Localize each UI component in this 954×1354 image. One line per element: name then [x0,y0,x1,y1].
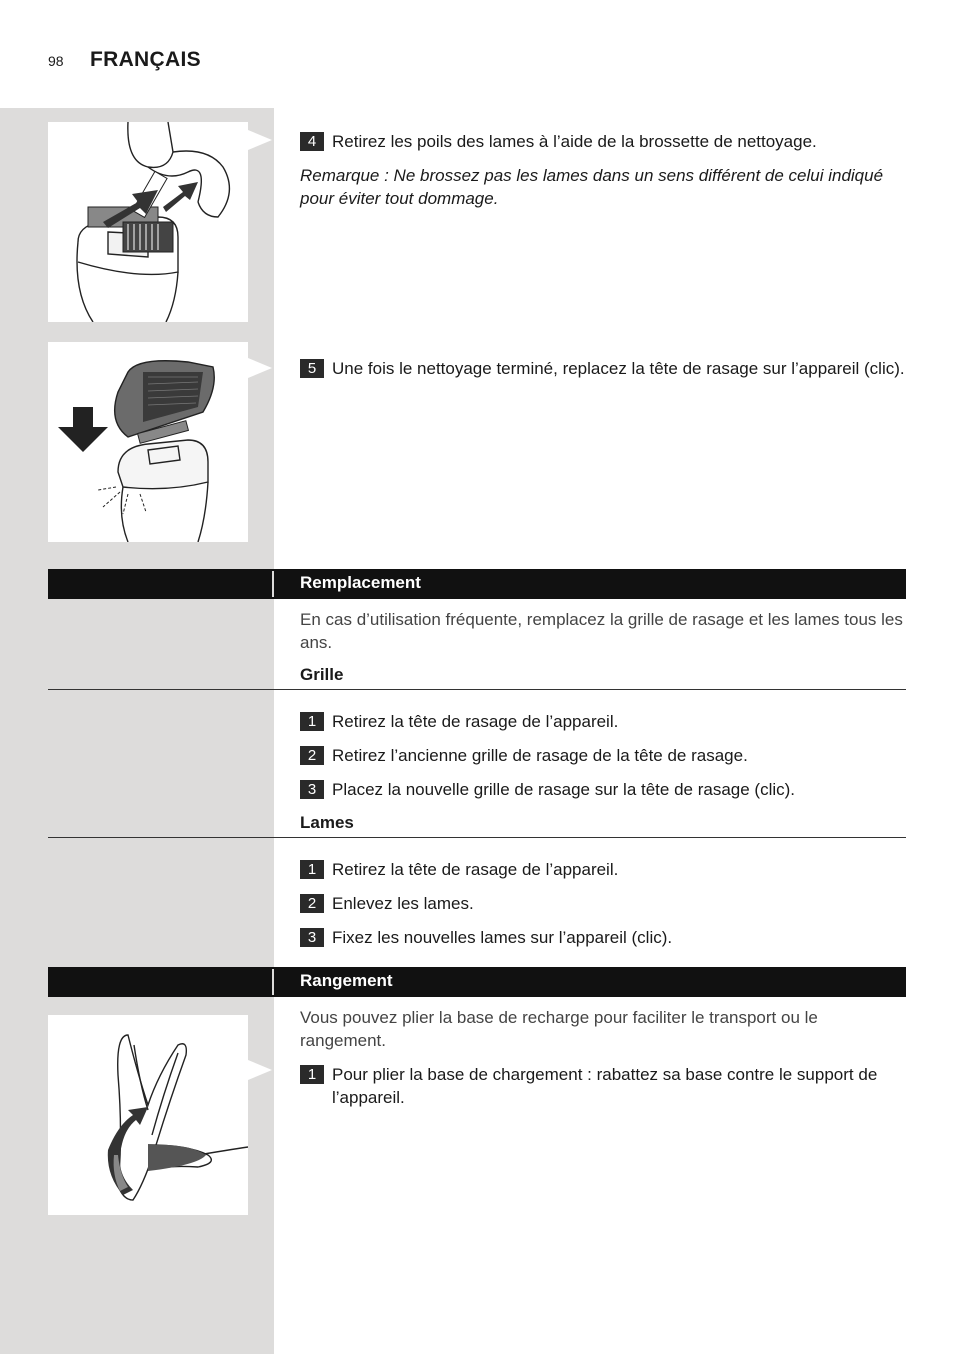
divider [48,837,906,838]
illustration-brush-cutters [48,122,248,322]
lames-step-1 [300,858,906,881]
storage-intro: Vous pouvez plier la base de recharge pour faciliter le transport ou le rangement. [300,1008,818,1050]
figure-pointer [248,130,272,150]
step-text: Retirez l’ancienne grille de rasage de la tête de rasage. [332,746,748,765]
figure-pointer [248,1060,272,1080]
page-number: 98 [48,53,64,69]
subsection-title-grille: Grille [300,665,344,684]
step-text: Placez la nouvelle grille de rasage sur la tête de rasage (clic). [332,780,796,799]
cleaning-note: Remarque : Ne brossez pas les lames dans un sens différent de celui indiqué pour éviter tout dommage. [300,166,884,208]
step-text: Pour plier la base de chargement : rabattez sa base contre le support de l’appareil. [332,1065,878,1107]
step-number: 4 [300,132,324,151]
illustration-reattach-head [48,342,248,542]
step-number: 5 [300,359,324,378]
step-text: Fixez les nouvelles lames sur l’appareil (clic). [332,928,673,947]
step-text: Enlevez les lames. [332,894,474,913]
step-text: Une fois le nettoyage terminé, replacez la tête de rasage sur l’appareil (clic). [332,359,905,378]
subsection-title-lames: Lames [300,813,354,832]
step-number: 2 [300,894,324,913]
figure-pointer [248,358,272,378]
illustration-fold-base [48,1015,248,1215]
section-title: Remplacement [300,573,421,592]
lames-step-3 [300,926,906,949]
step-number: 2 [300,746,324,765]
step-4 [300,130,906,153]
step-text: Retirez la tête de rasage de l’appareil. [332,712,619,731]
step-number: 1 [300,1065,324,1084]
language-heading: FRANÇAIS [90,48,201,71]
divider [48,689,906,690]
section-header-storage [48,967,906,997]
step-number: 3 [300,928,324,947]
section-header-replacement [48,569,906,599]
step-text: Retirez les poils des lames à l’aide de la brossette de nettoyage. [332,132,817,151]
step-5 [300,357,906,380]
section-title: Rangement [300,971,393,990]
grille-step-1 [300,710,906,733]
step-number: 1 [300,860,324,879]
storage-step-1 [300,1063,906,1109]
grille-step-3 [300,778,906,801]
grille-step-2 [300,744,906,767]
replacement-intro: En cas d’utilisation fréquente, remplacez la grille de rasage et les lames tous les ans. [300,610,903,652]
lames-step-2 [300,892,906,915]
step-number: 1 [300,712,324,731]
step-text: Retirez la tête de rasage de l’appareil. [332,860,619,879]
step-number: 3 [300,780,324,799]
